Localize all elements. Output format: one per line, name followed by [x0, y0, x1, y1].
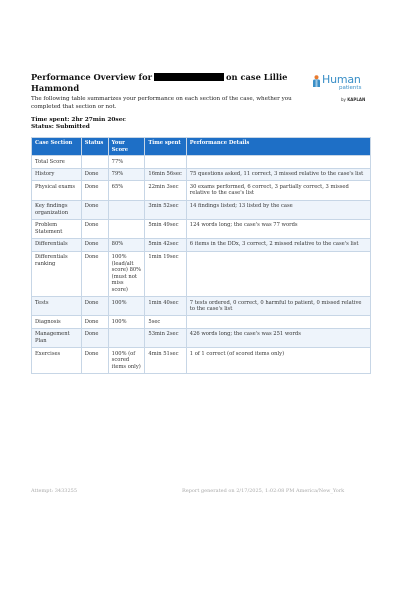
intro-text: The following table summarizes your performance on each section of the case, whether you completed that section or not. — [31, 96, 292, 110]
cell-score: 100% — [108, 297, 145, 316]
cell-details: 30 exams performed, 6 correct, 3 partially correct, 3 missed relative to the case's list — [186, 181, 370, 200]
logo-company-text: KAPLAN — [347, 97, 366, 102]
cell-details: 124 words long; the case's was 77 words — [186, 219, 370, 238]
cell-section: Physical exams — [32, 181, 82, 200]
table-row — [32, 328, 371, 347]
status-line: Status: Submitted — [31, 124, 90, 131]
performance-table — [31, 137, 371, 374]
cell-section: Differentials — [32, 238, 82, 251]
cell-section: Problem Statement — [32, 219, 82, 238]
cell-status: Done — [81, 328, 108, 347]
cell-score — [108, 219, 145, 238]
column-header-score: Your Score — [108, 138, 145, 156]
cell-section: Diagnosis — [32, 316, 82, 329]
cell-details — [186, 316, 370, 329]
cell-section: Differentials ranking — [32, 251, 82, 297]
column-header-status: Status — [81, 138, 108, 156]
cell-time: 3min 52sec — [145, 200, 186, 219]
cell-details — [186, 156, 370, 169]
logo-by-text: by — [341, 97, 346, 102]
cell-status: Done — [81, 297, 108, 316]
cell-score — [108, 200, 145, 219]
cell-time — [145, 156, 186, 169]
summary-meta — [31, 117, 126, 132]
cell-details — [186, 251, 370, 297]
cell-section: Tests — [32, 297, 82, 316]
cell-time: 1min 19sec — [145, 251, 186, 297]
table-row — [32, 238, 371, 251]
cell-details: 426 words long; the case's was 251 words — [186, 328, 370, 347]
cell-details: 1 of 1 correct (of scored items only) — [186, 348, 370, 374]
table-row — [32, 181, 371, 200]
title-prefix: Performance Overview for — [31, 72, 153, 82]
table-row — [32, 316, 371, 329]
cell-section: History — [32, 168, 82, 181]
column-header-details: Performance Details — [186, 138, 370, 156]
table-row — [32, 251, 371, 297]
cell-time: 5sec — [145, 316, 186, 329]
cell-details: 7 tests ordered, 0 correct, 0 harmful to patient, 0 missed relative to the case's list — [186, 297, 370, 316]
cell-details: 6 items in the DDx, 3 correct, 2 missed relative to the case's list — [186, 238, 370, 251]
cell-status: Done — [81, 316, 108, 329]
cell-score: 79% — [108, 168, 145, 181]
table-row — [32, 200, 371, 219]
report-generated: Report generated on 2/17/2025, 1:02:08 PM America/New_York — [182, 488, 345, 494]
logo-by-line — [341, 97, 365, 102]
table-row — [32, 168, 371, 181]
logo-product-text: patients — [339, 85, 362, 91]
table-row — [32, 219, 371, 238]
cell-score: 100% (lead/alt score) 80% (must not miss score) — [108, 251, 145, 297]
cell-time: 22min 3sec — [145, 181, 186, 200]
table-row — [32, 348, 371, 374]
cell-status — [81, 156, 108, 169]
cell-score: 80% — [108, 238, 145, 251]
page-title — [31, 72, 301, 94]
cell-details: 14 findings listed; 13 listed by the case — [186, 200, 370, 219]
table-header-row — [32, 138, 371, 156]
cell-time: 53min 2sec — [145, 328, 186, 347]
cell-status: Done — [81, 348, 108, 374]
cell-score — [108, 328, 145, 347]
cell-section: Exercises — [32, 348, 82, 374]
cell-score: 65% — [108, 181, 145, 200]
table-row — [32, 297, 371, 316]
cell-time: 4min 51sec — [145, 348, 186, 374]
cell-time: 1min 40sec — [145, 297, 186, 316]
cell-status: Done — [81, 251, 108, 297]
cell-status: Done — [81, 168, 108, 181]
cell-details: 75 questions asked, 11 correct, 3 missed relative to the case's list — [186, 168, 370, 181]
cell-time: 16min 56sec — [145, 168, 186, 181]
redacted-name-block — [154, 73, 224, 81]
cell-status: Done — [81, 238, 108, 251]
logo-brand-text: Human — [322, 73, 361, 86]
ihuman-person-icon — [311, 75, 322, 88]
title-suffix: on case Lillie Hammond — [31, 72, 288, 93]
cell-score: 100% (of scored items only) — [108, 348, 145, 374]
cell-score: 100% — [108, 316, 145, 329]
cell-status: Done — [81, 219, 108, 238]
cell-section: Management Plan — [32, 328, 82, 347]
cell-section: Total Score — [32, 156, 82, 169]
table-row — [32, 156, 371, 169]
cell-time: 5min 49sec — [145, 219, 186, 238]
attempt-id: Attempt: 3433255 — [31, 488, 77, 494]
cell-status: Done — [81, 181, 108, 200]
time-spent: Time spent: 2hr 27min 20sec — [31, 117, 126, 123]
cell-section: Key findings organization — [32, 200, 82, 219]
column-header-section: Case Section — [32, 138, 82, 156]
cell-score: 77% — [108, 156, 145, 169]
cell-status: Done — [81, 200, 108, 219]
cell-time: 5min 42sec — [145, 238, 186, 251]
column-header-time: Time spent — [145, 138, 186, 156]
